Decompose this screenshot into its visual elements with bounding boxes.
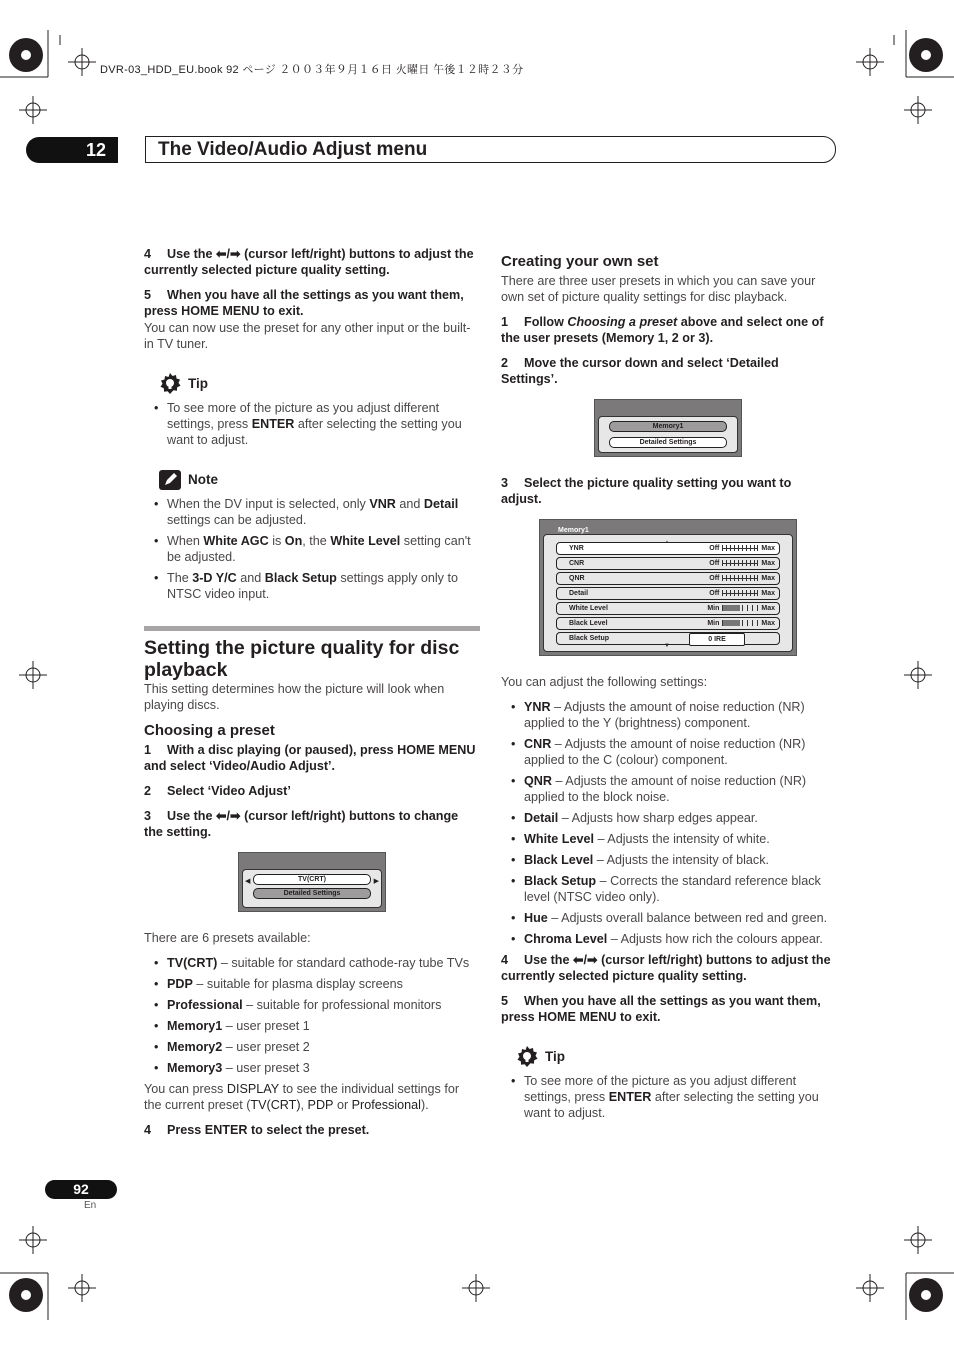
text-run: Use the ⬅/➡ (cursor left/right) buttons to adjust the currently selected picture quality setting. [501,953,831,983]
text-run: White Level [524,832,594,846]
text-run: Memory2 [167,1040,223,1054]
registration-mark-icon [68,1274,96,1302]
range-max-label: Max [761,605,775,612]
text-run: – user preset 2 [222,1040,310,1054]
text-run: VNR [369,497,396,511]
page-language: En [84,1200,97,1211]
text-run: Setting the picture quality for disc playback [144,637,460,681]
step-number: 4 [144,247,152,261]
registration-mark-icon [856,48,884,76]
screen-title: Memory1 [558,527,589,534]
step-number: 5 [144,288,152,302]
text-run: and [236,571,265,585]
text-run: CNR [524,737,552,751]
setting-name: Black Setup [569,635,610,642]
setting-name: CNR [569,560,585,567]
step-number: 1 [501,315,509,329]
text-run: Memory3 [167,1061,223,1075]
text-run: after selecting the setting you want to adjust. [167,417,462,447]
text-run: Use the ⬅/➡ (cursor left/right) buttons to adjust the currently selected picture quality setting. [144,247,474,277]
text-run: Detail [423,497,459,511]
chapter-number: 12 [85,140,107,160]
page-number: 92 [45,1180,117,1199]
text-run: On [284,534,303,548]
text-run: White AGC [203,534,269,548]
tip-label: Tip [188,376,208,391]
text-run: There are 6 presets available: [144,931,311,945]
text-run: Professional [351,1098,421,1112]
range-max-label: Max [761,575,775,582]
text-run: – user preset 3 [222,1061,310,1075]
chapter-title: The Video/Audio Adjust menu [145,136,836,163]
text-run: You can adjust the following settings: [501,675,708,689]
text-run: ). [420,1098,429,1112]
text-run: ENTER [608,1090,652,1104]
text-run: Choosing a preset [567,315,678,329]
text-run: Follow [524,315,568,329]
registration-mark-icon [462,1274,490,1302]
text-run: Use the ⬅/➡ (cursor left/right) buttons to change the setting. [144,809,459,839]
book-header-line: DVR-03_HDD_EU.book 92 ページ ２００３年９月１６日 火曜日 午後１２時２３分 [100,64,524,76]
text-run: , the [302,534,331,548]
tip-label: Tip [545,1049,565,1064]
text-run: to see the individual settings for the current preset ( [144,1082,460,1112]
text-run: Black Setup [524,874,597,888]
text-run: Choosing a preset [144,722,275,739]
setting-name: White Level [569,605,608,612]
text-run: TV(CRT) [167,956,218,970]
text-run: The [167,571,193,585]
text-run: after selecting the setting you want to adjust. [524,1090,819,1120]
detailed-settings-option[interactable]: Detailed Settings [253,888,371,899]
text-run: Select ‘Video Adjust’ [167,784,291,798]
text-run: Creating your own set [501,253,659,270]
step-number: 3 [144,809,152,823]
text-run: Press ENTER to select the preset. [167,1123,370,1137]
text-run: settings apply only to NTSC video input. [167,571,458,601]
text-run: – Adjusts the amount of noise reduction (NR) applied to the block noise. [524,774,807,804]
text-run: Select the picture quality setting you want to adjust. [501,476,792,506]
text-run: and [395,497,424,511]
text-run: – suitable for plasma display screens [192,977,403,991]
range-max-label: Max [761,620,775,627]
text-run: – Adjusts overall balance between red and green. [547,911,828,925]
text-run: To see more of the picture as you adjust different settings, press [524,1074,797,1104]
text-run: When you have all the settings as you want them, press HOME MENU to exit. [144,288,464,318]
registration-mark-icon [68,48,96,76]
step-number: 4 [144,1123,152,1137]
text-run: – suitable for standard cathode-ray tube TVs [217,956,470,970]
text-run: QNR [524,774,552,788]
text-run: There are three user presets in which you can save your own set of picture quality settings for disc playback. [501,274,816,304]
arrow-right-icon[interactable]: ▶ [373,878,379,885]
text-run: Chroma Level [524,932,608,946]
range-max-label: Max [761,560,775,567]
text-run: – Adjusts the amount of noise reduction (NR) applied to the Y (brightness) component. [524,700,805,730]
range-min-label: Off [709,545,720,552]
text-run: To see more of the picture as you adjust different settings, press [167,401,440,431]
text-run: Black Setup [264,571,337,585]
text-run: Professional [167,998,243,1012]
registration-mark-icon [904,96,932,124]
text-run: – user preset 1 [222,1019,310,1033]
text-run: You can press [144,1082,227,1096]
text-run: – Adjusts how rich the colours appear. [607,932,823,946]
step-number: 3 [501,476,509,490]
text-run: When the DV input is selected, only [167,497,370,511]
step-number: 5 [501,994,509,1008]
step-number: 4 [501,953,509,967]
preset-selector[interactable]: Memory1 [609,421,727,432]
text-run: PDP [167,977,193,991]
text-run: Hue [524,911,548,925]
range-min-label: Off [709,560,720,567]
text-run: – Corrects the standard reference black level (NTSC video only). [524,874,821,904]
text-run: With a disc playing (or paused), press HOME MENU and select ‘Video/Audio Adjust’. [144,743,476,773]
setting-name: Detail [569,590,589,597]
range-min-label: Off [709,575,720,582]
preset-selector[interactable]: TV(CRT) [253,874,371,885]
scroll-down-icon[interactable]: ▼ [664,643,670,649]
text-run: 3-D Y/C [192,571,237,585]
text-run: ENTER [251,417,295,431]
text-run: DISPLAY [226,1082,280,1096]
text-run: YNR [524,700,551,714]
text-run: White Level [330,534,401,548]
value-box[interactable]: 0 IRE [689,633,745,646]
text-run: – Adjusts the intensity of white. [593,832,770,846]
registration-mark-icon [856,1274,884,1302]
text-run: When [167,534,204,548]
arrow-left-icon[interactable]: ◀ [245,878,251,885]
setting-name: YNR [569,545,584,552]
range-min-label: Min [707,620,720,627]
step-number: 1 [144,743,152,757]
text-run: You can now use the preset for any other input or the built-in TV tuner. [144,321,471,351]
text-run: Memory1 [167,1019,223,1033]
text-run: Detail [524,811,559,825]
text-run: or [333,1098,352,1112]
registration-mark-icon [19,96,47,124]
range-min-label: Min [707,605,720,612]
range-min-label: Off [709,590,720,597]
registration-mark-icon [19,661,47,689]
text-run: This setting determines how the picture will look when playing discs. [144,682,445,712]
text-run: PDP [307,1098,334,1112]
registration-mark-icon [19,1226,47,1254]
text-run: – Adjusts how sharp edges appear. [558,811,758,825]
step-number: 2 [144,784,152,798]
detailed-settings-option[interactable]: Detailed Settings [609,437,727,448]
text-run: Move the cursor down and select ‘Detailed Settings’. [501,356,779,386]
registration-mark-icon [904,661,932,689]
text-run: setting can't be adjusted. [167,534,471,564]
range-max-label: Max [761,545,775,552]
text-run: above and select one of the user presets (Memory 1, 2 or 3). [501,315,824,345]
text-run: TV(CRT) [250,1098,301,1112]
setting-name: QNR [569,575,585,582]
text-run: settings can be adjusted. [167,513,307,527]
registration-mark-icon [904,1226,932,1254]
text-run: – Adjusts the intensity of black. [593,853,770,867]
text-run: Black Level [524,853,594,867]
step-number: 2 [501,356,509,370]
tip-label: Note [188,472,218,487]
text-run: – Adjusts the amount of noise reduction (NR) applied to the C (colour) component. [524,737,806,767]
range-max-label: Max [761,590,775,597]
setting-name: Black Level [569,620,608,627]
text-run: – suitable for professional monitors [242,998,442,1012]
text-run: When you have all the settings as you want them, press HOME MENU to exit. [501,994,821,1024]
text-run: , [300,1098,308,1112]
text-run: is [268,534,285,548]
